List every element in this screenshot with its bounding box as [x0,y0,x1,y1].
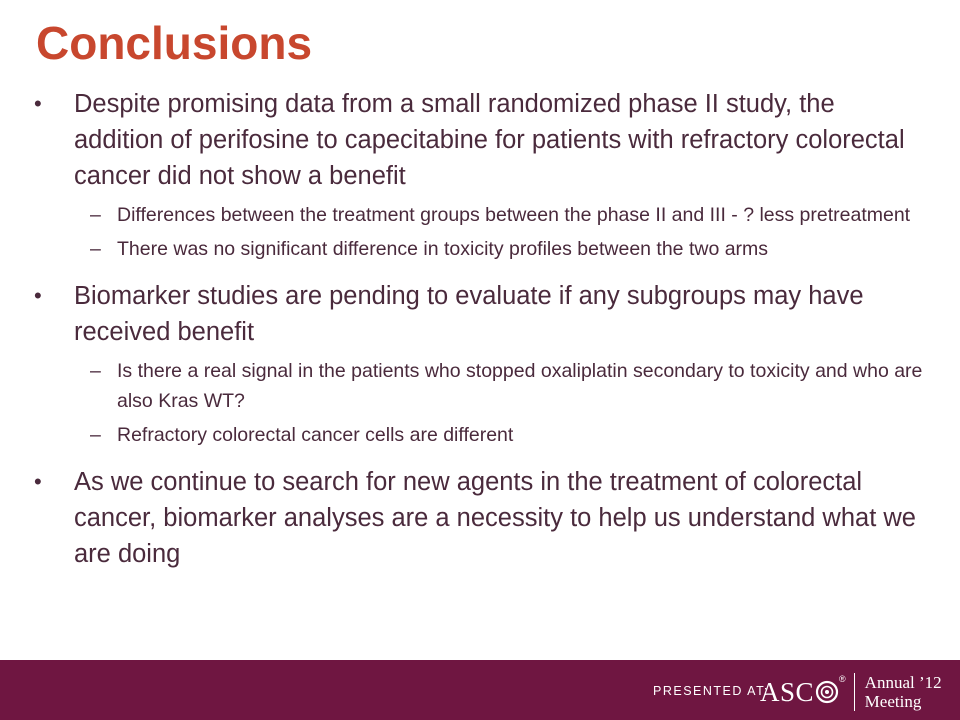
bullet-item [32,86,927,194]
bullet-text: As we continue to search for new agents in the treatment of colorectal cancer, biomarker analyses are a necessity to help us understand what we are doing [74,468,916,568]
bullet-item [32,278,927,350]
sub-bullet-item [32,356,927,416]
annual-line: Annual ’12 [864,673,942,692]
asco-logo-icon [815,680,839,704]
bullet-text: Despite promising data from a small randomized phase II study, the addition of perifosine to capecitabine for patients with refractory colorectal cancer did not show a benefit [74,90,905,190]
bullet-marker: • [34,91,42,116]
registered-mark: ® [839,674,846,684]
sub-bullet-item [32,234,927,264]
bullet-text: Biomarker studies are pending to evaluate if any subgroups may have received benefit [74,282,864,346]
bullet-marker: • [34,283,42,308]
sub-bullet-text: Differences between the treatment groups between the phase II and III - ? less pretreatment [117,204,911,226]
sub-bullet-item [32,200,927,230]
footer-bar [0,660,960,720]
slide-content [32,86,927,578]
sub-bullet-text: Is there a real signal in the patients who stopped oxaliplatin secondary to toxicity and who are also Kras WT? [117,360,923,412]
sub-bullet-item [32,420,927,450]
sub-bullet-text: Refractory colorectal cancer cells are different [117,424,514,446]
sub-bullet-marker: – [90,360,101,382]
sub-bullet-text: There was no significant difference in toxicity profiles between the two arms [117,238,769,260]
asco-logo-text: ASC [760,676,815,707]
meeting-line: Meeting [864,692,922,711]
bullet-marker: • [34,469,42,494]
logo-divider [854,673,855,711]
bullet-item [32,464,927,572]
presented-at-label: PRESENTED AT: [653,684,769,698]
annual-meeting-wordmark [865,673,942,711]
sub-bullet-marker: – [90,424,101,446]
sub-bullet-marker: – [90,238,101,260]
slide-title: Conclusions [36,17,313,69]
asco-annual-meeting-logo [760,670,942,714]
sub-bullet-marker: – [90,204,101,226]
